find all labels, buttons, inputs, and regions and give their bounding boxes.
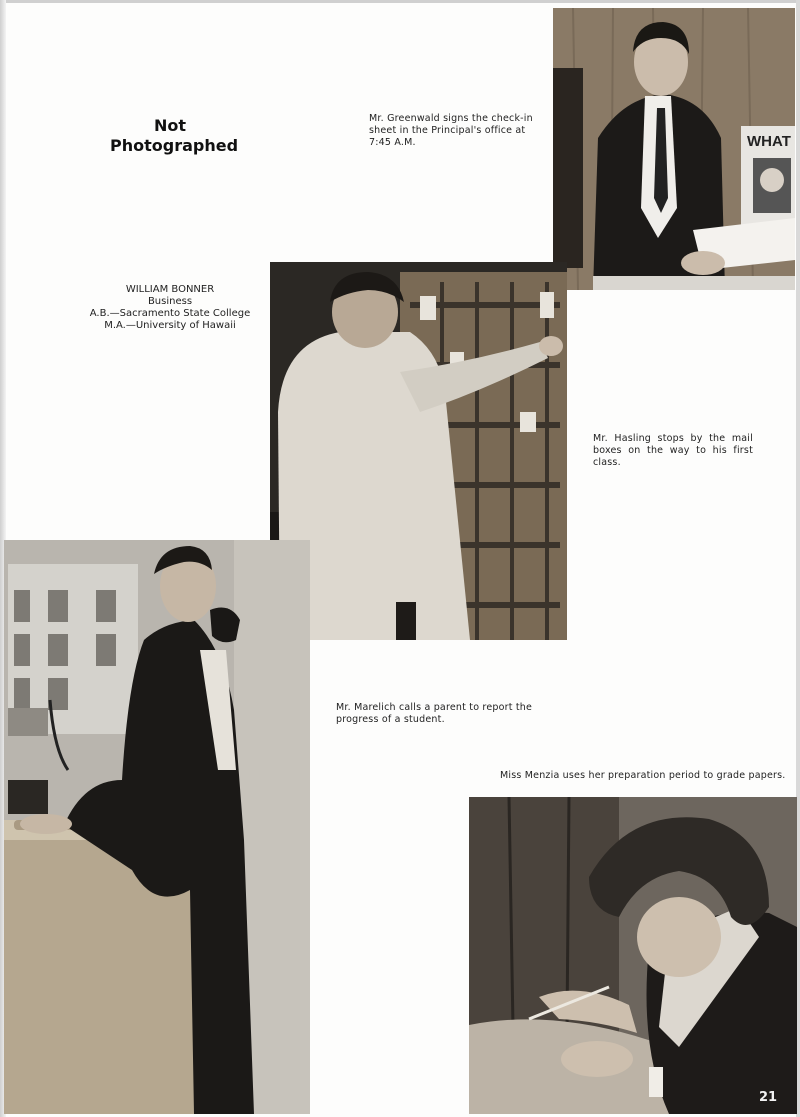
photo-hasling <box>270 262 567 640</box>
bio-department: Business <box>147 296 193 307</box>
page-number: 21 <box>758 1090 778 1105</box>
not-photographed-label <box>110 116 239 156</box>
bio-name: WILLIAM BONNER <box>125 284 215 295</box>
caption-marelich: Mr. Marelich calls a parent to report the progress of a student. <box>336 702 533 725</box>
photo-greenwald <box>553 8 795 290</box>
caption-menzia: Miss Menzia uses her preparation period to grade papers. <box>500 770 786 781</box>
photo-menzia <box>469 797 797 1114</box>
caption-hasling: Mr. Hasling stops by the mail boxes on the way to his first class. <box>593 433 753 468</box>
caption-greenwald: Mr. Greenwald signs the check-in sheet in the Principal's office at 7:45 A.M. <box>369 113 533 148</box>
bio-degree-1: A.B.—Sacramento State College <box>89 308 251 319</box>
faculty-bio <box>80 284 260 332</box>
not-photographed-line-2: Photographed <box>110 136 239 155</box>
bio-degree-2: M.A.—University of Hawaii <box>104 320 236 331</box>
not-photographed-line-1: Not <box>153 116 187 135</box>
photo-marelich <box>4 540 310 1114</box>
page-edge-top <box>0 0 800 3</box>
poster-text: WHAT <box>747 133 791 150</box>
